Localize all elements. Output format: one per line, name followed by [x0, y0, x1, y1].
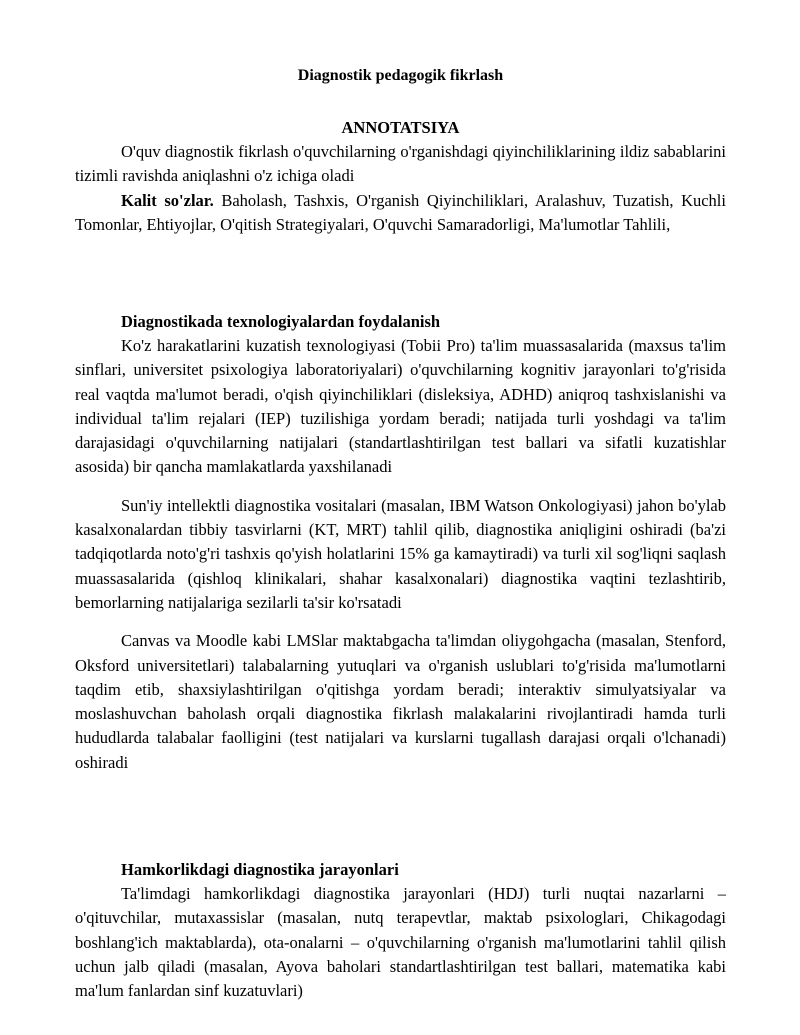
keywords-label: Kalit so'zlar. — [121, 190, 214, 210]
technology-heading: Diagnostikada texnologiyalardan foydalanish — [121, 312, 441, 331]
annotation-heading: ANNOTATSIYA — [341, 118, 460, 137]
annotation-section — [75, 116, 726, 237]
collaboration-paragraph-1: Ta'limdagi hamkorlikdagi diagnostika jarayonlari (HDJ) turli nuqtai nazarlarni – o'qituvchilar, mutaxassislar (masalan, nutq terapevtlar, maktab psixologlari, Chikagodagi boshlang'ich maktablarda), ota-onalarni – o'quvchilarning o'rganish ma'lumotlarini tahlil qilish uchun jalb qiladi (masalan, Ayova baholari standartlashtirilgan test ballari, matematika kabi ma'lum fanlardan sinf kuzatuvlari) — [75, 884, 726, 1001]
collaboration-section — [75, 858, 726, 1003]
technology-paragraph-2: Sun'iy intellektli diagnostika vositalari (masalan, IBM Watson Onkologiyasi) jahon bo'ylab kasalxonalardan tibbiy tasvirlarni (KT, MRT) tahlil qilib, diagnostika aniqligini oshiradi (ba'zi tadqiqotlarda noto'g'ri tashxis qo'yish holatlarini 15% ga kamaytiradi) va turli xil sog'liqni saqlash muassasalarida (qishloq klinikalari, shahar kasalxonalari) diagnostika vaqtini tezlashtirib, bemorlarning natijalariga sezilarli ta'sir ko'rsatadi — [75, 495, 726, 612]
keywords-text: Baholash, Tashxis, O'rganish Qiyinchiliklari, Aralashuv, Tuzatish, Kuchli Tomonlar, Ehtiyojlar, O'qitish Strategiyalari, O'quvchi Samaradorligi, Ma'lumotlar Tahlili, — [75, 190, 726, 234]
technology-section — [75, 310, 726, 775]
keywords-paragraph — [75, 189, 726, 238]
technology-paragraph-3: Canvas va Moodle kabi LMSlar maktabgacha ta'limdan oliygohgacha (masalan, Stenford, Oksford universitetlari) talabalarning yutuqlari va o'rganish uslublari to'g'risida ma'lumotlarni taqdim etib, shaxsiylashtirilgan o'qitishga yordam beradi; interaktiv simulyatsiyalar va moslashuvchan baholash orqali diagnostika fikrlash malakalarini rivojlantiradi hamda turli hududlarda talabalar faolligini (test natijalari va kurslarni tugallash darajasi orqali o'lchanadi) oshiradi — [75, 631, 726, 772]
document-title: Diagnostik pedagogik fikrlash — [297, 67, 504, 84]
annotation-paragraph: O'quv diagnostik fikrlash o'quvchilarning o'rganishdagi qiyinchiliklarining ildiz sabablarini tizimli ravishda aniqlashni o'z ichiga oladi — [75, 142, 726, 186]
collaboration-heading: Hamkorlikdagi diagnostika jarayonlari — [121, 860, 399, 879]
technology-paragraph-1: Ko'z harakatlarini kuzatish texnologiyasi (Tobii Pro) ta'lim muassasalarida (maxsus ta'lim sinflari, universitet psixologiya laboratoriyalari) o'quvchilarning kognitiv jarayonlari to'g'risida real vaqtda ma'lumot beradi, o'qish qiyinchiliklari (disleksiya, ADHD) aniqroq tashxislanishi va individual ta'lim rejalari (IEP) tuzilishiga yordam beradi; natijada turli yoshdagi va ta'lim darajasidagi o'quvchilarning natijalari (standartlashtirilgan test ballari va sifatli kuzatishlar asosida) bir qancha mamlakatlarda yaxshilanadi — [75, 336, 726, 477]
